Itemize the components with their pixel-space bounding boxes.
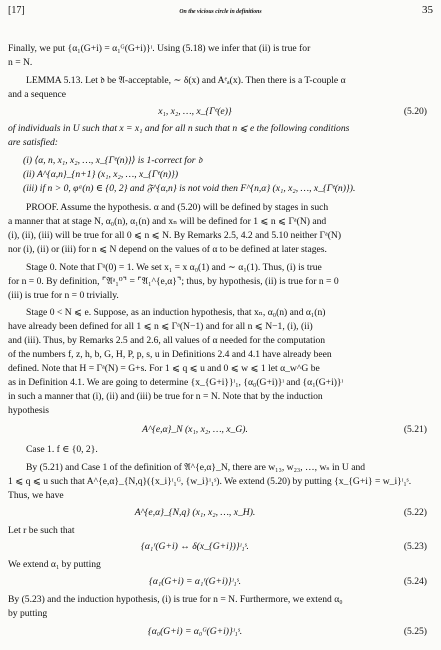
text-line: are satisfied: bbox=[8, 137, 59, 148]
text-line: have already been defined for all 1 ⩽ n ⩽ Γᵃ(N−1) and for all n ⩽ N−1, (i), (ii) bbox=[8, 321, 313, 332]
display-formula: {α₁(G+i) = α₁ʳ(G+i)}ᶦ₁ˢ. bbox=[148, 576, 241, 587]
header-section-number: [17] bbox=[8, 5, 25, 16]
equation-number: (5.20) bbox=[403, 106, 427, 117]
text-line: of the numbers f, z, h, b, G, H, P, p, s, u in Definitions 2.4 and 4.1 have already been bbox=[8, 349, 332, 360]
display-formula: A^{e,α}_N (x₁, x₂, …, x_G). bbox=[142, 424, 248, 435]
text-line: defined. Note that H = Γᵃ(N) = G+s. For 1 ⩽ q ⩽ u and 0 ⩽ w ⩽ 1 let α_w^G be bbox=[8, 363, 320, 374]
text-line: n = N. bbox=[8, 57, 33, 68]
text-line: by putting bbox=[8, 608, 48, 619]
text-line: By (5.23) and the induction hypothesis, (i) is true for n = N. Furthermore, we extend α₀ bbox=[8, 594, 343, 605]
text-line: and a sequence bbox=[8, 89, 67, 100]
text-line: a manner that at stage N, α₀(n), α₁(n) and xₙ will be defined for 1 ⩽ n ⩽ Γᵃ(N) and bbox=[8, 216, 327, 227]
page-number: 35 bbox=[422, 4, 433, 16]
running-title: On the vicious circle in definitions bbox=[179, 9, 262, 15]
text-line: hypothesis bbox=[8, 405, 50, 416]
equation-number: (5.23) bbox=[403, 541, 427, 552]
condition-item: (i) ⟨α, n, x₁, x₂, …, x_{Γᵉ(n)}⟩ is 1-correct for 𝔡 bbox=[23, 155, 203, 166]
text-line: 1 ⩽ q ⩽ u such that A^{e,α}_{N,q}({x_i}ᶦ₁ᴳ, {w_i}ᶦ₁ˢ). We extend (5.20) by putting {x_{G+i} = w_i}ᶦ₁ˢ. bbox=[8, 476, 412, 487]
text-line: By (5.21) and Case 1 of the definition of 𝔄^{e,α}_N, there are w₁₃, w₂₃, …, wₛ in U and bbox=[26, 462, 366, 473]
equation-number: (5.21) bbox=[403, 424, 427, 435]
condition-item: (ii) A^{α,n}_{n+1} (x₁, x₂, …, x_{Γᵉ(n)}) bbox=[23, 169, 179, 180]
condition-item: (iii) if n > 0, φᵃ(n) ∈ {0, 2} and 𝔉^{α,n} is not void then F^{n,α} (x₁, x₂, …, x_{Γᵉ(n)}). bbox=[23, 183, 356, 194]
case-heading: Case 1. f ∈ {0, 2}. bbox=[26, 444, 98, 455]
stage-paragraph: Stage 0. Note that Γᵃ(0) = 1. We set x₁ = x α₀(1) and ∼ α₁(1). Thus, (i) is true bbox=[26, 262, 322, 273]
text-line: (iii) is true for n = 0 trivially. bbox=[8, 290, 119, 301]
text-line: (i), (ii), (iii) will be true for all 0 ⩽ n ⩽ N. By Remarks 2.5, 4.2 and 5.10 neither Γᵃ(N) bbox=[8, 230, 342, 241]
display-formula: {α₀(G+i) = α₀ᴳ(G+i)}ᶦ₁ˢ. bbox=[147, 626, 243, 637]
equation-number: (5.22) bbox=[403, 507, 427, 518]
text-line: of individuals in U such that x = x₁ and for all n such that n ⩽ e the following conditions bbox=[8, 123, 350, 134]
equation-number: (5.25) bbox=[403, 626, 427, 637]
text-line: and (iii). Thus, by Remarks 2.5 and 2.6, all values of α needed for the computation bbox=[8, 335, 326, 346]
text-line: Let r be such that bbox=[8, 525, 75, 536]
display-formula: {α₁ʳ(G+i) ↔ δ(x_{G+i})}ᶦ₁ˢ. bbox=[141, 541, 249, 552]
display-formula: A^{e,α}_{N,q} (x₁, x₂, …, x_H). bbox=[134, 507, 256, 518]
equation-number: (5.24) bbox=[403, 576, 427, 587]
text-line: for n = 0. By definition, ⌜𝔄ᵃ₁⁰⌝ = ⌜𝔄₁^{e,α}⌝; thus, by hypothesis, (ii) is true for n = 0 bbox=[8, 276, 339, 287]
text-line: nor (i), (ii) or (iii) for n ⩽ N depend on the values of α to be defined at later stages. bbox=[8, 244, 327, 255]
text-line: We extend α₁ by putting bbox=[8, 559, 101, 570]
text-line: as in Definition 4.1. We are going to determine {x_{G+i}}ᶦ₁, {α₀(G+i)}ᶦ and {α₁(G+i)}ᶦ bbox=[8, 377, 344, 388]
stage-paragraph: Stage 0 < N ⩽ e. Suppose, as an induction hypothesis, that xₙ, α₀(n) and α₁(n) bbox=[26, 307, 326, 318]
proof-paragraph: PROOF. Assume the hypothesis. α and (5.20) will be defined by stages in such bbox=[26, 202, 329, 213]
display-formula: x₁, x₂, …, x_{Γᵉ(e)} bbox=[158, 106, 232, 117]
lemma-heading: LEMMA 5.13. Let 𝔡 be 𝔄-acceptable, ∼ δ(x) and Aᵉₐ(x). Then there is a T-couple α bbox=[26, 75, 346, 86]
text-line: Thus, we have bbox=[8, 490, 64, 501]
text-line: Finally, we put {α₁(G+i) = α₁ᴳ(G+i)}ᶦ. Using (5.18) we infer that (ii) is true for bbox=[8, 43, 311, 54]
text-line: in such a manner that (i), (ii) and (iii) be true for n = N. Note that by the induction bbox=[8, 391, 323, 402]
